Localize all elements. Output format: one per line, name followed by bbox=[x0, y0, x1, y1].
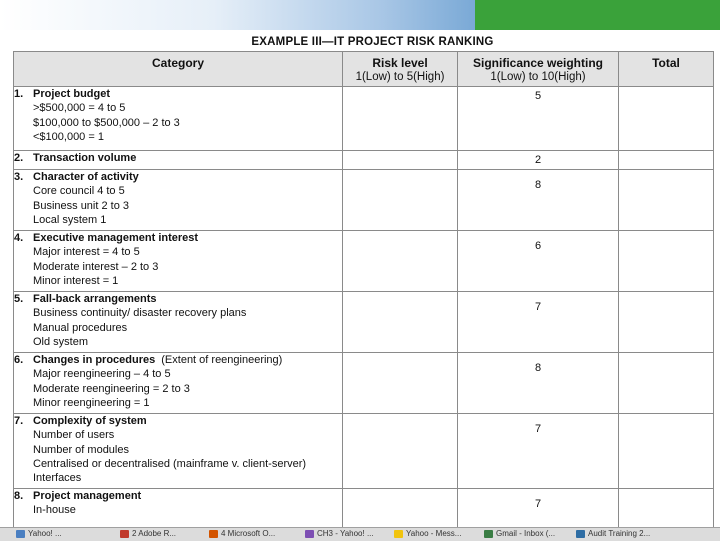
table-row bbox=[14, 231, 714, 292]
category-label: Character of activity bbox=[33, 171, 139, 183]
category-item: Moderate reengineering = 2 to 3 bbox=[33, 382, 190, 395]
risk-level-cell bbox=[343, 151, 458, 170]
category-item: >$500,000 = 4 to 5 bbox=[33, 102, 126, 115]
significance-cell bbox=[458, 414, 619, 489]
table-header-row bbox=[14, 52, 714, 87]
risk-level-cell bbox=[343, 170, 458, 231]
significance-value: 8 bbox=[534, 362, 542, 374]
total-cell bbox=[619, 414, 714, 489]
category-heading bbox=[14, 231, 342, 245]
significance-value: 7 bbox=[534, 423, 542, 435]
significance-value: 7 bbox=[534, 498, 542, 510]
category-cell bbox=[14, 231, 343, 292]
category-number: 5. bbox=[14, 293, 24, 305]
category-item: Minor reengineering = 1 bbox=[33, 396, 150, 409]
significance-value: 6 bbox=[534, 240, 542, 252]
table-row bbox=[14, 489, 714, 529]
risk-ranking-table bbox=[13, 51, 714, 529]
total-cell bbox=[619, 489, 714, 529]
category-item: Manual procedures bbox=[33, 321, 128, 334]
risk-level-cell bbox=[343, 292, 458, 353]
risk-level-cell bbox=[343, 414, 458, 489]
total-cell bbox=[619, 353, 714, 414]
category-label: Changes in procedures bbox=[33, 354, 156, 366]
category-label: Complexity of system bbox=[33, 415, 147, 427]
category-heading bbox=[14, 353, 342, 367]
category-label: Project budget bbox=[33, 88, 111, 100]
category-number: 6. bbox=[14, 354, 24, 366]
category-cell bbox=[14, 87, 343, 151]
table-row bbox=[14, 170, 714, 231]
table-row bbox=[14, 353, 714, 414]
taskbar-app-icon bbox=[209, 530, 218, 538]
category-number: 4. bbox=[14, 232, 24, 244]
category-item: Core council 4 to 5 bbox=[33, 185, 125, 198]
taskbar-app-icon bbox=[484, 530, 493, 538]
taskbar-button-label: 4 Microsoft O... bbox=[221, 529, 276, 538]
taskbar-app-icon bbox=[16, 530, 25, 538]
category-item: Interfaces bbox=[33, 472, 82, 485]
significance-value: 5 bbox=[534, 90, 542, 102]
category-cell bbox=[14, 489, 343, 529]
significance-cell bbox=[458, 353, 619, 414]
taskbar-button-label: 2 Adobe R... bbox=[132, 529, 177, 538]
taskbar-app-icon bbox=[120, 530, 129, 538]
significance-value: 7 bbox=[534, 301, 542, 313]
category-number: 1. bbox=[14, 88, 24, 100]
taskbar-app-icon bbox=[394, 530, 403, 538]
table-row bbox=[14, 87, 714, 151]
taskbar-button-label: Yahoo! ... bbox=[28, 529, 62, 538]
significance-cell bbox=[458, 87, 619, 151]
category-number: 2. bbox=[14, 152, 24, 164]
category-item: Business unit 2 to 3 bbox=[33, 199, 130, 212]
significance-value: 8 bbox=[534, 179, 542, 191]
significance-cell bbox=[458, 151, 619, 170]
significance-cell bbox=[458, 170, 619, 231]
risk-level-cell bbox=[343, 231, 458, 292]
significance-cell bbox=[458, 489, 619, 529]
taskbar-button-label: Gmail - Inbox (... bbox=[496, 529, 556, 538]
taskbar-button[interactable] bbox=[118, 529, 176, 539]
total-cell bbox=[619, 151, 714, 170]
category-label: Executive management interest bbox=[33, 232, 199, 244]
significance-cell bbox=[458, 292, 619, 353]
category-heading bbox=[14, 87, 342, 101]
taskbar-button-label: Audit Training 2... bbox=[588, 529, 651, 538]
header-risk-level-scale: 1(Low) to 5(High) bbox=[355, 71, 445, 83]
category-item: Moderate interest – 2 to 3 bbox=[33, 260, 159, 273]
total-cell bbox=[619, 87, 714, 151]
category-item: Local system 1 bbox=[33, 213, 107, 226]
category-item: Major interest = 4 to 5 bbox=[33, 246, 140, 259]
category-item: Old system bbox=[33, 335, 89, 348]
category-cell bbox=[14, 170, 343, 231]
significance-cell bbox=[458, 231, 619, 292]
taskbar-button[interactable] bbox=[574, 529, 650, 539]
category-item: Centralised or decentralised (mainframe v. client-server) bbox=[33, 457, 307, 470]
category-number: 8. bbox=[14, 490, 24, 502]
header-risk-level-label: Risk level bbox=[372, 56, 428, 70]
category-item: Number of modules bbox=[33, 443, 129, 456]
category-number: 7. bbox=[14, 415, 24, 427]
header-significance-scale: 1(Low) to 10(High) bbox=[490, 71, 586, 83]
slide-top-green-block bbox=[475, 0, 720, 30]
taskbar-button-label: Yahoo - Mess... bbox=[406, 529, 462, 538]
table-row bbox=[14, 414, 714, 489]
taskbar-button[interactable] bbox=[14, 529, 62, 539]
windows-taskbar bbox=[0, 527, 720, 541]
taskbar-app-icon bbox=[305, 530, 314, 538]
category-heading bbox=[14, 414, 342, 428]
header-category: Category bbox=[14, 52, 343, 87]
category-note: (Extent of reengineering) bbox=[161, 354, 283, 366]
category-label: Fall-back arrangements bbox=[33, 293, 157, 305]
taskbar-button[interactable] bbox=[482, 529, 555, 539]
document-title: EXAMPLE III—IT PROJECT RISK RANKING bbox=[251, 36, 494, 48]
category-item: Business continuity/ disaster recovery plans bbox=[33, 307, 247, 320]
category-item: In-house bbox=[33, 504, 76, 517]
risk-level-cell bbox=[343, 353, 458, 414]
risk-level-cell bbox=[343, 489, 458, 529]
taskbar-button[interactable] bbox=[392, 529, 461, 539]
category-item: Minor interest = 1 bbox=[33, 274, 119, 287]
category-number: 3. bbox=[14, 171, 24, 183]
significance-value: 2 bbox=[534, 154, 542, 166]
total-cell bbox=[619, 231, 714, 292]
risk-level-cell bbox=[343, 87, 458, 151]
category-label: Project management bbox=[33, 490, 142, 502]
category-heading bbox=[14, 170, 342, 184]
table-row bbox=[14, 292, 714, 353]
category-item: <$100,000 = 1 bbox=[33, 130, 104, 143]
category-cell bbox=[14, 353, 343, 414]
table-row bbox=[14, 151, 714, 170]
taskbar-button[interactable] bbox=[207, 529, 275, 539]
slide-top-blue-gradient bbox=[0, 0, 475, 30]
total-cell bbox=[619, 292, 714, 353]
category-cell bbox=[14, 414, 343, 489]
taskbar-button[interactable] bbox=[303, 529, 374, 539]
total-cell bbox=[619, 170, 714, 231]
header-risk-level bbox=[343, 52, 458, 87]
header-significance-label: Significance weighting bbox=[472, 56, 603, 70]
category-item: $100,000 to $500,000 – 2 to 3 bbox=[33, 116, 180, 129]
category-heading bbox=[14, 151, 342, 165]
category-item: Major reengineering – 4 to 5 bbox=[33, 368, 171, 381]
taskbar-app-icon bbox=[576, 530, 585, 538]
category-label: Transaction volume bbox=[33, 152, 137, 164]
category-cell bbox=[14, 151, 343, 170]
header-significance bbox=[458, 52, 619, 87]
header-total: Total bbox=[619, 52, 714, 87]
category-item: Number of users bbox=[33, 429, 115, 442]
slide-top-band bbox=[0, 0, 720, 30]
category-cell bbox=[14, 292, 343, 353]
category-heading bbox=[14, 489, 342, 503]
category-heading bbox=[14, 292, 342, 306]
taskbar-button-label: CH3 - Yahoo! ... bbox=[317, 529, 374, 538]
